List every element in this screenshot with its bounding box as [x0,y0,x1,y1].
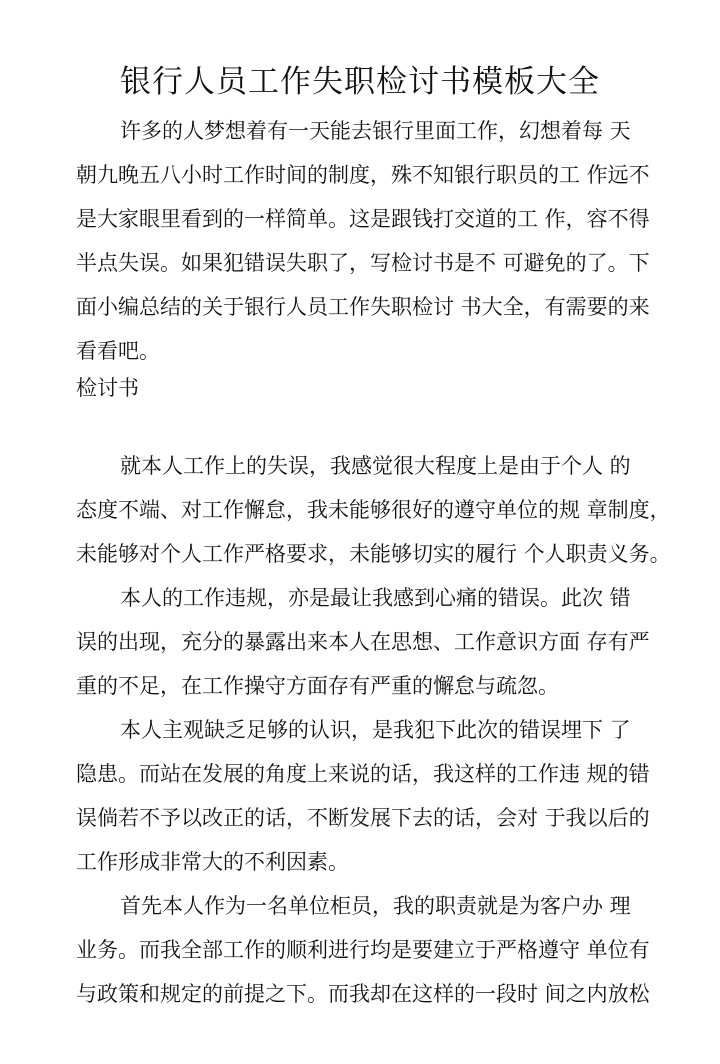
text-line: 本人的工作违规，亦是最让我感到心痛的错误。此次 错 [120,586,631,610]
section-heading: 检讨书 [76,376,139,400]
text-line: 业务。而我全部工作的顺利进行均是要建立于严格遵守 单位有 [76,938,650,962]
text-line: 看看吧。 [76,339,160,363]
text-line: 未能够对个人工作严格要求，未能够切实的履行 个人职责义务。 [76,542,671,566]
text-line: 隐患。而站在发展的角度上来说的话，我这样的工作违 规的错 [76,762,650,786]
text-line: 就本人工作上的失误，我感觉很大程度上是由于个人 的 [120,454,631,478]
text-line: 首先本人作为一名单位柜员，我的职责就是为客户办 理 [120,894,631,918]
text-line: 工作形成非常大的不利因素。 [76,850,349,874]
text-line: 误倘若不予以改正的话，不断发展下去的话，会对 于我以后的 [76,806,650,830]
text-line: 态度不端、对工作懈怠，我未能够很好的遵守单位的规 章制度， [76,498,671,522]
text-line: 面小编总结的关于银行人员工作失职检讨 书大全，有需要的来 [76,295,650,319]
document-title: 银行人员工作失职检讨书模板大全 [120,64,600,100]
text-line: 误的出现，充分的暴露出来本人在思想、工作意识方面 存有严 [76,630,650,654]
text-line: 是大家眼里看到的一样简单。这是跟钱打交道的工 作，容不得 [76,207,650,231]
text-line: 朝九晚五八小时工作时间的制度，殊不知银行职员的工 作远不 [76,163,650,187]
text-line: 与政策和规定的前提之下。而我却在这样的一段时 间之内放松 [76,982,650,1006]
text-line: 本人主观缺乏足够的认识，是我犯下此次的错误埋下 了 [120,718,631,742]
text-line: 半点失误。如果犯错误失职了，写检讨书是不 可避免的了。下 [76,251,650,275]
text-line: 许多的人梦想着有一天能去银行里面工作，幻想着每 天 [120,119,631,143]
text-line: 重的不足，在工作操守方面存有严重的懈怠与疏忽。 [76,674,559,698]
